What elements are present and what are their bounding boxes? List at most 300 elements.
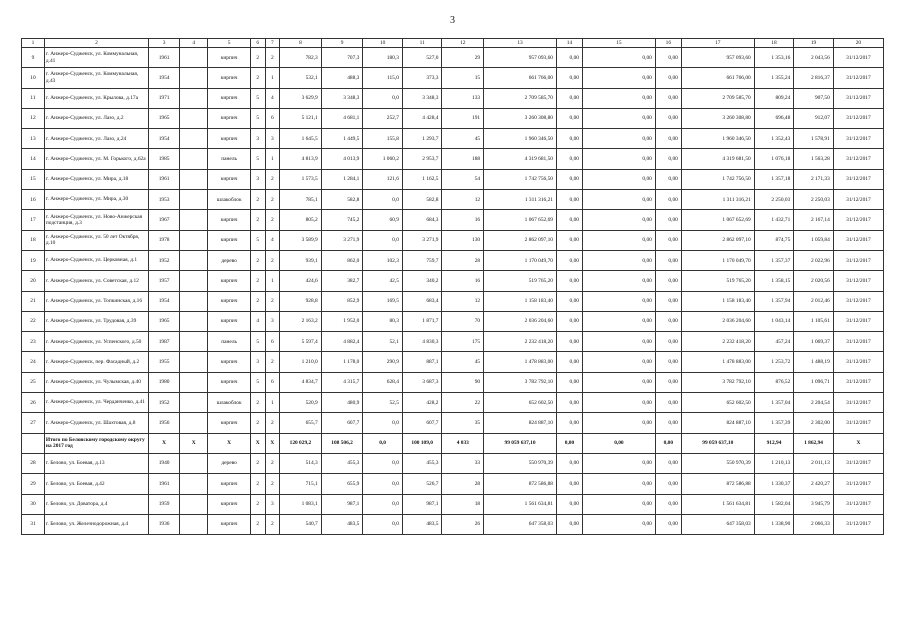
table-cell: 683,4: [402, 291, 442, 311]
table-cell: 0,00: [582, 250, 655, 270]
table-cell: 2 862 097,10: [484, 230, 557, 250]
table-row: [22, 129, 884, 149]
table-cell: 0,00: [582, 230, 655, 250]
table-cell: 696,48: [754, 108, 794, 128]
table-cell: 0,00: [582, 169, 655, 189]
table-cell: [180, 88, 208, 108]
table-cell: 514,3: [280, 453, 322, 473]
table-cell: 0,00: [582, 190, 655, 210]
table-row: [22, 413, 884, 433]
table-cell: 0,00: [655, 48, 681, 68]
table-cell: 2: [265, 210, 280, 230]
column-header: 2: [44, 39, 148, 48]
table-cell: 31/12/2017: [833, 291, 883, 311]
table-cell: 1 357,37: [754, 250, 794, 270]
table-cell: 1 862,94: [794, 433, 834, 453]
column-header: 9: [321, 39, 363, 48]
table-cell: 1 561 634,81: [681, 494, 754, 514]
table-cell: 1954: [148, 68, 179, 88]
table-cell: [180, 352, 208, 372]
table-cell: 382,7: [321, 271, 363, 291]
table-cell: 0,0: [363, 230, 403, 250]
table-cell: 5: [250, 230, 265, 250]
table-cell: 2 066,33: [794, 514, 834, 534]
table-cell: панель: [208, 332, 251, 352]
column-header: 10: [363, 39, 403, 48]
address-cell: г. Белово, ул. Боевая, д.42: [44, 474, 148, 494]
table-cell: 519 765,20: [681, 271, 754, 291]
table-cell: 2 204,54: [794, 393, 834, 413]
table-cell: 852,9: [321, 291, 363, 311]
table-cell: 1954: [148, 129, 179, 149]
table-cell: 3 782 792,10: [681, 372, 754, 392]
table-cell: 70: [442, 311, 484, 331]
table-cell: 1 178,0: [321, 352, 363, 372]
table-cell: 824 887,10: [484, 413, 557, 433]
table-cell: 1 076,18: [754, 149, 794, 169]
table-cell: 607,7: [321, 413, 363, 433]
table-cell: 0,00: [655, 169, 681, 189]
table-cell: 0,00: [582, 514, 655, 534]
table-cell: 0,00: [582, 210, 655, 230]
table-cell: 805,2: [280, 210, 322, 230]
table-cell: 715,1: [280, 474, 322, 494]
table-cell: 4 315,7: [321, 372, 363, 392]
table-cell: 661 766,00: [484, 68, 557, 88]
table-cell: 0,00: [556, 453, 582, 473]
table-cell: 0,00: [582, 271, 655, 291]
table-cell: 252,7: [363, 108, 403, 128]
table-cell: 1 358,15: [754, 271, 794, 291]
table-cell: 4: [250, 311, 265, 331]
table-cell: 457,24: [754, 332, 794, 352]
table-cell: 1 355,24: [754, 68, 794, 88]
table-cell: 45: [442, 352, 484, 372]
table-cell: 31/12/2017: [833, 311, 883, 331]
column-header: 1: [22, 39, 45, 48]
table-cell: 0,00: [556, 494, 582, 514]
table-cell: 1956: [148, 413, 179, 433]
table-row: [22, 393, 884, 413]
table-cell: шлакоблок: [208, 393, 251, 413]
table-cell: 0,00: [655, 88, 681, 108]
table-cell: 3 348,3: [402, 88, 442, 108]
table-cell: 1987: [148, 332, 179, 352]
table-cell: 16: [442, 271, 484, 291]
table-cell: 2: [250, 474, 265, 494]
table-cell: 2: [265, 413, 280, 433]
table-cell: 0,00: [655, 352, 681, 372]
table-cell: кирпич: [208, 494, 251, 514]
table-cell: [180, 68, 208, 88]
address-cell: г. Анжеро-Судженск, ул. Церковная, д.1: [44, 250, 148, 270]
column-number-row: [22, 39, 884, 48]
table-row: [22, 250, 884, 270]
table-cell: [180, 474, 208, 494]
table-cell: 290,9: [363, 352, 403, 372]
table-row: [22, 494, 884, 514]
table-cell: 31/12/2017: [833, 88, 883, 108]
table-cell: 3 260 308,80: [484, 108, 557, 128]
table-cell: 912,94: [754, 433, 794, 453]
table-cell: 0,00: [655, 210, 681, 230]
table-cell: 0,0: [363, 433, 403, 453]
table-cell: 628,4: [363, 372, 403, 392]
address-cell: г. Анжеро-Судженск, ул. Лазо, д.24: [44, 129, 148, 149]
table-cell: 1965: [148, 311, 179, 331]
table-cell: 0,00: [556, 169, 582, 189]
housing-table: [21, 38, 884, 535]
table-cell: 2 036 204,60: [681, 311, 754, 331]
table-cell: 872 586,88: [681, 474, 754, 494]
table-cell: 1 311 316,21: [681, 190, 754, 210]
table-cell: 1 871,7: [402, 311, 442, 331]
table-cell: 3 260 308,80: [681, 108, 754, 128]
column-header: 4: [180, 39, 208, 48]
table-cell: 0,00: [655, 372, 681, 392]
table-cell: 102,3: [363, 250, 403, 270]
table-cell: кирпич: [208, 230, 251, 250]
table-cell: 1985: [148, 149, 179, 169]
table-cell: 0,00: [556, 413, 582, 433]
table-cell: 887,1: [402, 352, 442, 372]
table-cell: 99 059 637,10: [484, 433, 557, 453]
table-cell: 4 319 681,50: [681, 149, 754, 169]
table-cell: 0,00: [582, 311, 655, 331]
column-header: 6: [250, 39, 265, 48]
table-cell: 29: [442, 48, 484, 68]
table-cell: кирпич: [208, 108, 251, 128]
table-cell: 0,00: [582, 372, 655, 392]
table-cell: [180, 453, 208, 473]
table-row: [22, 453, 884, 473]
table-cell: 1 578,91: [794, 129, 834, 149]
table-row: [22, 352, 884, 372]
table-cell: 876,52: [754, 372, 794, 392]
table-cell: 480,9: [321, 393, 363, 413]
table-cell: 169,5: [363, 291, 403, 311]
table-cell: 0,00: [556, 372, 582, 392]
table-cell: 0,00: [582, 433, 655, 453]
table-cell: 1971: [148, 88, 179, 108]
table-cell: 31: [22, 514, 45, 534]
table-cell: 2: [265, 48, 280, 68]
table-cell: кирпич: [208, 291, 251, 311]
table-cell: 1 096,71: [794, 372, 834, 392]
table-cell: 1: [265, 271, 280, 291]
table-cell: 1 210,0: [280, 352, 322, 372]
table-cell: 0,00: [582, 88, 655, 108]
table-cell: 550 970,39: [484, 453, 557, 473]
table-cell: 652 602,50: [681, 393, 754, 413]
table-row: [22, 230, 884, 250]
table-cell: 809,24: [754, 88, 794, 108]
table-cell: 684,3: [402, 210, 442, 230]
table-cell: 540,7: [280, 514, 322, 534]
table-cell: 6: [265, 108, 280, 128]
table-cell: 957 093,60: [484, 48, 557, 68]
table-cell: 2 012,46: [794, 291, 834, 311]
table-cell: 1955: [148, 352, 179, 372]
table-cell: кирпич: [208, 514, 251, 534]
table-cell: 519 765,20: [484, 271, 557, 291]
table-cell: 1 338,90: [754, 514, 794, 534]
table-cell: 4 834,7: [280, 372, 322, 392]
table-cell: 1961: [148, 474, 179, 494]
column-header: 17: [681, 39, 754, 48]
table-cell: 0,00: [556, 393, 582, 413]
column-header: 15: [582, 39, 655, 48]
table-cell: 4 033: [442, 433, 484, 453]
table-cell: 373,3: [402, 68, 442, 88]
table-cell: 2: [250, 68, 265, 88]
table-cell: 1 357,04: [754, 393, 794, 413]
address-cell: г. Анжеро-Судженск, ул. Мира, д.18: [44, 169, 148, 189]
table-cell: кирпич: [208, 68, 251, 88]
table-cell: 1 357,39: [754, 413, 794, 433]
table-cell: 31/12/2017: [833, 169, 883, 189]
table-cell: 0,00: [582, 291, 655, 311]
table-cell: 31/12/2017: [833, 271, 883, 291]
table-row: [22, 372, 884, 392]
table-cell: 1 043,14: [754, 311, 794, 331]
table-cell: 0,00: [655, 514, 681, 534]
table-cell: 1978: [148, 230, 179, 250]
table-cell: 2: [250, 494, 265, 514]
table-cell: 31/12/2017: [833, 129, 883, 149]
table-cell: 1 449,5: [321, 129, 363, 149]
table-cell: 1 573,5: [280, 169, 322, 189]
table-cell: 0,00: [556, 291, 582, 311]
table-cell: 175: [442, 332, 484, 352]
column-header: 11: [402, 39, 442, 48]
table-cell: 5: [250, 332, 265, 352]
table-cell: 3: [265, 129, 280, 149]
table-cell: 6: [265, 372, 280, 392]
table-cell: 0,00: [556, 271, 582, 291]
table-cell: 2 167,14: [794, 210, 834, 230]
table-cell: 6: [265, 332, 280, 352]
table-cell: 1 357,18: [754, 169, 794, 189]
table-cell: 0,00: [655, 474, 681, 494]
table-cell: 1954: [148, 291, 179, 311]
table-cell: 4: [265, 230, 280, 250]
total-row: [22, 433, 884, 453]
table-row: [22, 169, 884, 189]
table-cell: 1 432,71: [754, 210, 794, 230]
table-cell: 31/12/2017: [833, 190, 883, 210]
table-cell: 520,9: [280, 393, 322, 413]
table-cell: 655,9: [321, 474, 363, 494]
table-cell: 3: [250, 352, 265, 372]
address-cell: г. Анжеро-Судженск, ул. Топкинская, д.16: [44, 291, 148, 311]
table-cell: 1 357,94: [754, 291, 794, 311]
table-cell: 13: [22, 129, 45, 149]
table-cell: 912,07: [794, 108, 834, 128]
table-cell: 0,0: [363, 494, 403, 514]
table-cell: 0,00: [655, 149, 681, 169]
table-cell: 2 953,7: [402, 149, 442, 169]
table-cell: 0,00: [556, 311, 582, 331]
table-row: [22, 68, 884, 88]
table-cell: 133: [442, 88, 484, 108]
column-header: 8: [280, 39, 322, 48]
table-cell: 0,00: [655, 68, 681, 88]
table-cell: 31/12/2017: [833, 453, 883, 473]
address-cell: г. Анжеро-Судженск, ул. Советская, д.12: [44, 271, 148, 291]
table-row: [22, 149, 884, 169]
table-cell: 31/12/2017: [833, 250, 883, 270]
table-cell: 0,00: [655, 433, 681, 453]
table-cell: 1952: [148, 393, 179, 413]
table-cell: 2 302,00: [794, 413, 834, 433]
table-cell: 15: [22, 169, 45, 189]
table-cell: 0,0: [363, 514, 403, 534]
table-cell: 12: [442, 291, 484, 311]
table-cell: 0,00: [556, 88, 582, 108]
table-cell: [180, 149, 208, 169]
table-cell: 1 170 049,70: [484, 250, 557, 270]
table-cell: 0,00: [582, 453, 655, 473]
table-cell: 1961: [148, 48, 179, 68]
table-cell: 550 970,39: [681, 453, 754, 473]
table-cell: 0,00: [655, 250, 681, 270]
table-cell: 4 813,9: [280, 149, 322, 169]
table-cell: [180, 332, 208, 352]
table-cell: 12: [442, 190, 484, 210]
table-cell: [180, 48, 208, 68]
table-cell: 23: [22, 332, 45, 352]
table-cell: 1 960 346,50: [681, 129, 754, 149]
table-cell: [180, 230, 208, 250]
table-cell: 2: [265, 291, 280, 311]
table-cell: 12: [22, 108, 45, 128]
table-cell: 1 311 316,21: [484, 190, 557, 210]
table-cell: 1: [265, 149, 280, 169]
table-cell: 31/12/2017: [833, 108, 883, 128]
table-cell: 31/12/2017: [833, 332, 883, 352]
table-cell: 0,00: [582, 332, 655, 352]
table-cell: кирпич: [208, 48, 251, 68]
table-cell: 1 060,2: [363, 149, 403, 169]
table-cell: 2 163,2: [280, 311, 322, 331]
address-cell: г. Анжеро-Судженск, ул. Успенского, д.50: [44, 332, 148, 352]
table-cell: 31/12/2017: [833, 68, 883, 88]
column-header: 13: [484, 39, 557, 48]
table-cell: дерево: [208, 453, 251, 473]
table-cell: 0,00: [655, 230, 681, 250]
table-cell: кирпич: [208, 169, 251, 189]
table-cell: 0,00: [556, 250, 582, 270]
table-cell: 1 742 756,50: [681, 169, 754, 189]
address-cell: г. Белово, ул. Железнодорожная, д.4: [44, 514, 148, 534]
table-cell: дерево: [208, 250, 251, 270]
table-cell: 3 687,3: [402, 372, 442, 392]
table-cell: 5 121,1: [280, 108, 322, 128]
table-row: [22, 332, 884, 352]
table-cell: 582,8: [402, 190, 442, 210]
table-row: [22, 88, 884, 108]
address-cell: г. Белово, ул. Доватора, д.4: [44, 494, 148, 514]
table-cell: кирпич: [208, 372, 251, 392]
table-cell: 0,00: [582, 129, 655, 149]
table-cell: [180, 108, 208, 128]
table-cell: 0,00: [582, 474, 655, 494]
table-cell: 16: [22, 190, 45, 210]
address-cell: г. Анжеро-Судженск, ул. Коммунальная, д.41: [44, 48, 148, 68]
table-cell: 15: [442, 68, 484, 88]
table-cell: 2 709 585,70: [484, 88, 557, 108]
table-cell: 22: [22, 311, 45, 331]
table-cell: 115,0: [363, 68, 403, 88]
table-cell: [22, 433, 45, 453]
table-cell: 2: [265, 190, 280, 210]
table-cell: 17: [22, 210, 45, 230]
table-cell: 745,2: [321, 210, 363, 230]
table-cell: 26: [22, 393, 45, 413]
table-cell: 5: [250, 108, 265, 128]
table-cell: 0,00: [582, 149, 655, 169]
table-cell: 2: [250, 210, 265, 230]
table-cell: 5: [250, 149, 265, 169]
table-cell: 1940: [148, 453, 179, 473]
table-cell: [180, 514, 208, 534]
table-cell: 1980: [148, 372, 179, 392]
table-cell: 424,6: [280, 271, 322, 291]
table-cell: 1 960 346,50: [484, 129, 557, 149]
table-cell: 0,00: [556, 129, 582, 149]
table-cell: 707,3: [321, 48, 363, 68]
table-cell: 80,3: [363, 311, 403, 331]
table-cell: 14: [22, 149, 45, 169]
table-row: [22, 514, 884, 534]
table-cell: 1 488,19: [794, 352, 834, 372]
table-cell: 0,00: [655, 453, 681, 473]
table-cell: 2: [250, 250, 265, 270]
table-cell: 33: [442, 453, 484, 473]
table-cell: 987,1: [321, 494, 363, 514]
table-cell: 0,00: [582, 352, 655, 372]
table-cell: 0,00: [655, 271, 681, 291]
table-cell: 100 109,0: [402, 433, 442, 453]
table-cell: кирпич: [208, 88, 251, 108]
table-cell: кирпич: [208, 413, 251, 433]
table-cell: 2: [250, 48, 265, 68]
table-cell: X: [148, 433, 179, 453]
table-cell: 0,00: [582, 494, 655, 514]
table-cell: [180, 271, 208, 291]
table-cell: 340,2: [402, 271, 442, 291]
table-cell: 52,5: [363, 393, 403, 413]
table-cell: кирпич: [208, 311, 251, 331]
table-cell: 22: [442, 393, 484, 413]
table-cell: 18: [442, 494, 484, 514]
table-cell: 0,00: [556, 210, 582, 230]
table-cell: 10: [22, 68, 45, 88]
table-cell: 1 330,37: [754, 474, 794, 494]
table-cell: 28: [442, 250, 484, 270]
table-cell: 25: [22, 372, 45, 392]
table-cell: 42,5: [363, 271, 403, 291]
address-cell: г. Анжеро-Судженск, ул. Шахтовая, д.8: [44, 413, 148, 433]
table-cell: 2 862 097,10: [681, 230, 754, 250]
table-row: [22, 190, 884, 210]
table-cell: 1 742 756,50: [484, 169, 557, 189]
table-cell: 31/12/2017: [833, 393, 883, 413]
address-cell: г. Анжеро-Судженск, ул. Мира, д.30: [44, 190, 148, 210]
table-cell: 31/12/2017: [833, 372, 883, 392]
table-cell: 1 158 183,40: [484, 291, 557, 311]
